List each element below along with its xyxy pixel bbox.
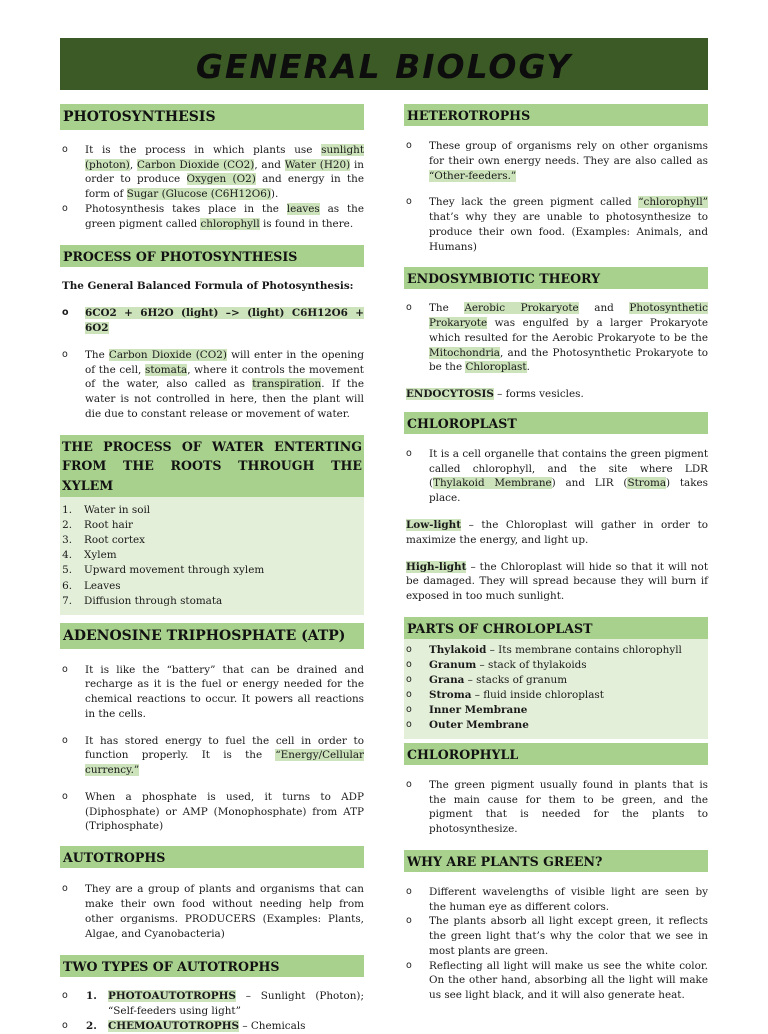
- text: – Chemicals: [239, 1019, 306, 1032]
- list-item: o The green pigment usually found in plants that is the main cause for them to be green, and the pigment that is needed for the plants to photosynthesize.: [404, 778, 708, 837]
- list-item: [60, 594, 364, 609]
- process-heading: PROCESS OF PHOTOSYNTHESIS: [60, 245, 364, 267]
- item-text: Diffusion through stomata: [84, 594, 223, 607]
- chlorophyll-list: [404, 778, 708, 837]
- endosymbiotic-heading: ENDOSYMBIOTIC THEORY: [404, 267, 708, 289]
- list-item: o When a phosphate is used, it turns to ADP (Diphosphate) or AMP (Monophosphate) from ATP (Triphosphate): [60, 790, 364, 834]
- highlight: “Other-feeders.”: [429, 169, 517, 182]
- parts-list: [404, 639, 708, 739]
- text: as the green pigment called: [85, 202, 364, 230]
- list-item: [60, 306, 364, 336]
- right-column: [404, 104, 708, 1003]
- item-number: 2.: [62, 519, 72, 532]
- highlight: Oxygen (O2): [186, 173, 256, 186]
- item-text: Root cortex: [84, 534, 146, 547]
- text: will enter in the opening of the cell,: [85, 348, 365, 376]
- text: – forms vesicles.: [493, 388, 584, 401]
- endocytosis-note: [404, 387, 708, 402]
- text: It is the process in which plants use: [85, 143, 322, 156]
- text: – fluid inside chloroplast: [471, 688, 604, 701]
- text: It has stored energy to fuel the cell in order to function properly. It is the: [85, 734, 364, 762]
- item-number: 6.: [62, 579, 72, 592]
- list-item: [60, 518, 364, 533]
- highlight: Stroma: [627, 477, 667, 490]
- why-green-heading: WHY ARE PLANTS GREEN?: [404, 850, 708, 872]
- endosymbiotic-list: [404, 301, 708, 375]
- highlight: Chloroplast: [465, 361, 527, 374]
- list-item: o Different wavelengths of visible light are seen by the human eye as different colors.: [404, 885, 708, 915]
- chlorophyll-heading: CHLOROPHYLL: [404, 743, 708, 765]
- text: , where it controls the movement of the water, also called as: [85, 363, 364, 391]
- highlight: PHOTOAUTOTROPHS: [108, 990, 236, 1003]
- highlight: transpiration: [252, 378, 322, 391]
- term: Granum: [429, 658, 477, 671]
- types-heading: TWO TYPES OF AUTOTROPHS: [60, 955, 364, 977]
- photosynthesis-heading: PHOTOSYNTHESIS: [60, 104, 364, 130]
- text: ) and LIR (: [551, 477, 628, 490]
- highlight: “chlorophyll”: [638, 196, 708, 209]
- list-item: [60, 533, 364, 548]
- highlight: leaves: [286, 202, 320, 215]
- highlight: CHEMOAUTOTROPHS: [108, 1019, 240, 1032]
- text: The: [429, 302, 465, 315]
- item-text: Xylem: [84, 549, 117, 562]
- chloroplast-heading: CHLOROPLAST: [404, 412, 708, 434]
- item-number: 4.: [62, 549, 72, 562]
- text: ,: [129, 158, 137, 171]
- item-number: o 2.: [86, 1019, 97, 1032]
- high-light-note: [404, 560, 708, 604]
- list-item: o The plants absorb all light except green, it reflects the green light that’s why the color that we see in most plants are green.: [404, 914, 708, 958]
- text: , and: [254, 158, 285, 171]
- term: Stroma: [429, 688, 472, 701]
- text: – Its membrane contains chlorophyll: [486, 643, 682, 656]
- autotrophs-list: [60, 882, 364, 941]
- text: – stack of thylakoids: [476, 658, 587, 671]
- list-item: o It is like the “battery” that can be drained and recharge as it is the fuel or energy needed for the chemical reactions to occur. It powers all reactions in the cells.: [60, 663, 364, 722]
- highlight: Mitochondria: [429, 346, 500, 359]
- item-number: 7.: [62, 594, 72, 607]
- photosynthesis-list: [60, 143, 364, 232]
- text: in order to produce: [85, 158, 364, 186]
- item-text: Root hair: [84, 519, 133, 532]
- list-item: [60, 989, 364, 1019]
- text: They lack the green pigment called: [429, 196, 639, 209]
- parts-heading: PARTS OF CHROLOPLAST: [404, 617, 708, 639]
- term: Thylakoid: [429, 643, 487, 656]
- water-heading: THE PROCESS OF WATER ENTERTING FROM THE ROOTS THROUGH THE XYLEM: [60, 435, 364, 498]
- item-text: Leaves: [84, 579, 121, 592]
- text: – stacks of granum: [464, 673, 568, 686]
- list-item: [404, 139, 708, 183]
- list-item: [404, 658, 708, 673]
- list-item: [60, 579, 364, 594]
- why-green-list: [404, 885, 708, 1003]
- text: – Sunlight (Photon); “Self-feeders using light”: [108, 990, 364, 1018]
- heterotrophs-heading: HETEROTROPHS: [404, 104, 708, 126]
- formula-label: The General Balanced Formula of Photosynthesis:: [62, 280, 354, 293]
- left-column: [60, 104, 364, 1034]
- list-item: [404, 688, 708, 703]
- list-item: [60, 202, 364, 232]
- low-light-note: [404, 518, 708, 548]
- highlight: “Energy/Cellular currency.”: [85, 749, 364, 777]
- term: High-light: [406, 560, 467, 573]
- text: ) takes place.: [429, 477, 708, 505]
- process-list: [60, 306, 364, 421]
- title-banner: [60, 38, 708, 90]
- atp-heading: ADENOSINE TRIPHOSPHATE (ATP): [60, 623, 364, 649]
- text: Photosynthesis takes place in the: [85, 202, 287, 215]
- list-item: [60, 348, 364, 422]
- text: and energy in the form of: [85, 173, 365, 201]
- list-item: [60, 548, 364, 563]
- list-item: [404, 301, 708, 375]
- list-item: [60, 143, 364, 202]
- list-item: o They are a group of plants and organisms that can make their own food without needing help from other organisms. PRODUCERS (Examples: Plants, Algae, and Cyanobacteria): [60, 882, 364, 941]
- text: that’s why they are unable to photosynthesize to produce their own food. (Examples: Animals, and Humans): [429, 211, 708, 253]
- item-number: 1.: [62, 504, 72, 517]
- highlight: Sugar (Glucose (C6H12O6): [126, 188, 271, 201]
- term: Outer Membrane: [429, 718, 529, 731]
- item-text: Water in soil: [84, 504, 151, 517]
- term: ENDOCYTOSIS: [406, 388, 494, 401]
- list-item: [404, 643, 708, 658]
- highlight: Water (H20): [284, 158, 351, 171]
- list-item: [60, 503, 364, 518]
- list-item: o Reflecting all light will make us see the white color. On the other hand, absorbing all the light will make us see light black, and it will also generate heat.: [404, 959, 708, 1003]
- atp-list: [60, 663, 364, 835]
- highlight: Aerobic Prokaryote: [464, 302, 579, 315]
- text: – the Chloroplast will hide so that it will not be damaged. They will spread because they will burn if exposed in too much sunlight.: [406, 560, 708, 603]
- highlight: Carbon Dioxide (CO2): [108, 348, 227, 361]
- text: . If the water is not controlled in here, then the plant will die due to constant release or movement of water.: [85, 378, 364, 420]
- term: Inner Membrane: [429, 703, 528, 716]
- item-number: o 1.: [86, 990, 97, 1003]
- list-item: [404, 447, 708, 506]
- list-item: [404, 718, 708, 733]
- list-item: [60, 1019, 364, 1034]
- types-list: [60, 989, 364, 1033]
- text: It is a cell organelle that contains the green pigment called chlorophyll, and the site where LDR (: [429, 447, 708, 490]
- list-item: [60, 734, 364, 778]
- chloroplast-list: [404, 447, 708, 506]
- page-title: GENERAL BIOLOGY: [195, 47, 573, 86]
- text: ).: [270, 188, 279, 201]
- item-number: 3.: [62, 534, 72, 547]
- highlight: Carbon Dioxide (CO2): [136, 158, 255, 171]
- text: These group of organisms rely on other organisms for their own energy needs. They are also called as: [429, 140, 708, 167]
- term: Grana: [429, 673, 465, 686]
- item-text: Upward movement through xylem: [84, 564, 265, 577]
- text: .: [526, 361, 530, 374]
- item-number: 5.: [62, 564, 72, 577]
- highlight: chlorophyll: [200, 217, 260, 230]
- formula: 6CO2 + 6H2O (light) –> (light) C6H12O6 + 6O2: [85, 307, 364, 335]
- list-item: [404, 195, 708, 254]
- highlight: stomata: [145, 363, 188, 376]
- list-item: [404, 703, 708, 718]
- heterotrophs-list: [404, 139, 708, 254]
- list-item: [404, 673, 708, 688]
- highlight: sunlight (photon): [85, 143, 364, 171]
- text: is found in there.: [259, 217, 354, 230]
- text: , and the Photosynthetic Prokaryote to be the: [429, 346, 708, 374]
- text: was engulfed by a larger Prokaryote which resulted for the Aerobic Prokaryote to be the: [429, 317, 708, 344]
- text: and: [578, 302, 630, 315]
- autotrophs-heading: AUTOTROPHS: [60, 846, 364, 868]
- list-item: [60, 563, 364, 578]
- text: – the Chloroplast will gather in order to maximize the energy, and light up.: [406, 519, 708, 546]
- term: Low-light: [406, 519, 462, 532]
- highlight: Thylakoid Membrane: [433, 477, 552, 490]
- water-steps-list: [60, 497, 364, 615]
- text: The: [85, 348, 109, 361]
- highlight: Photosynthetic Prokaryote: [429, 302, 708, 330]
